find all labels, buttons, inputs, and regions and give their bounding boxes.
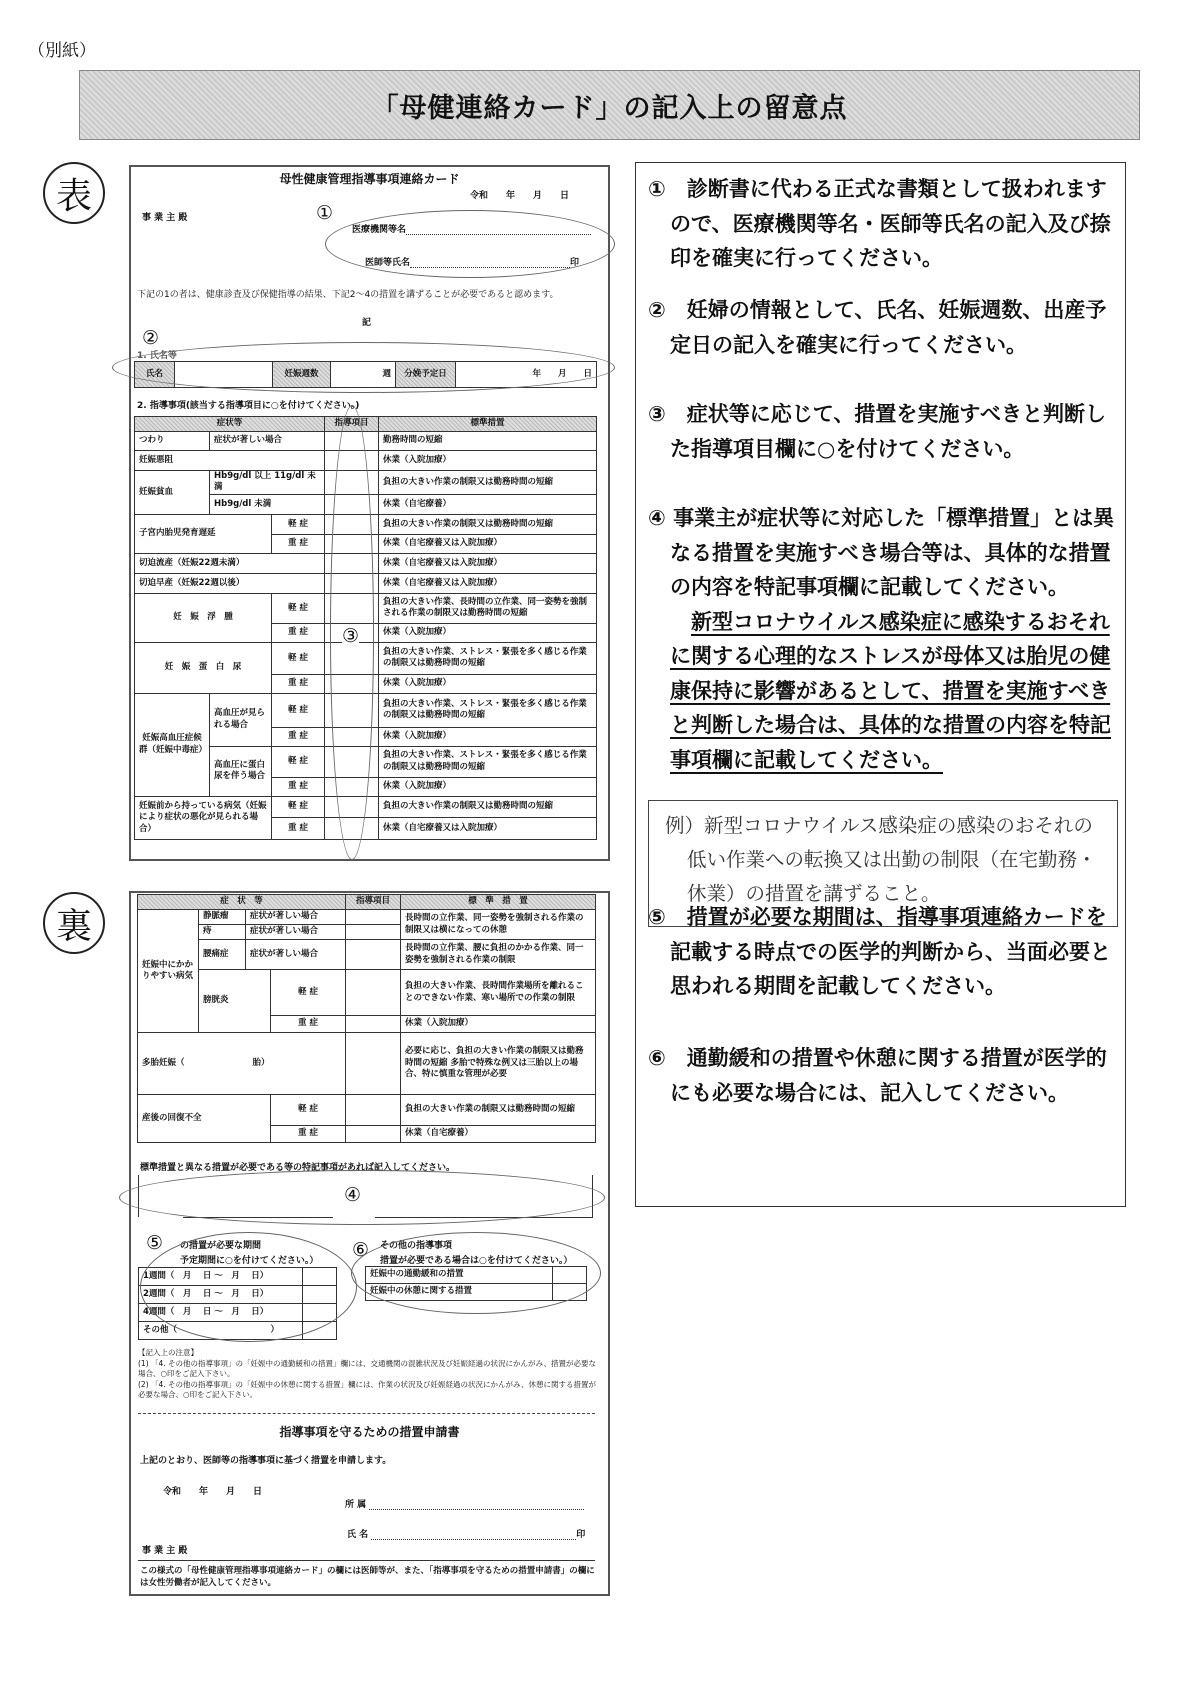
cell: 高血圧が見られる場合 [210, 693, 272, 746]
cell: 痔 [199, 925, 246, 940]
table-row [138, 1033, 596, 1095]
applicant-name-field[interactable] [347, 1527, 585, 1540]
cell: 静脈瘤 [199, 910, 246, 925]
cell: 休業（自宅療養又は入院加療） [379, 817, 597, 839]
annex-label: （別紙） [28, 41, 96, 61]
cell: 多胎妊娠（ 胎） [138, 1033, 346, 1095]
special-notes-label: 標準措置と異なる措置が必要である等の特記事項があれば記入してください。 [140, 1163, 456, 1173]
cell: 休業（入院加療） [379, 674, 597, 693]
cell: 負担の大きい作業の制限又は勤務時間の短縮 [379, 471, 597, 495]
cell: 休業（自宅療養） [379, 494, 597, 514]
header-standard: 標 準 措 置 [401, 895, 596, 910]
cell: 休業（入院加療） [379, 623, 597, 642]
application-title: 指導事項を守るための措置申請書 [279, 1425, 460, 1439]
cell: 軽 症 [271, 1095, 346, 1126]
seal-mark: 印 [570, 258, 580, 268]
cell: 子宮内胎児発育遅延 [135, 514, 272, 553]
marker-5: ⑤ [146, 1232, 164, 1254]
cell: 重 症 [271, 1126, 346, 1143]
highlight-ellipse-4 [119, 1170, 605, 1225]
cell: 切迫早産（妊娠22週以後） [135, 573, 325, 593]
card-title: 母性健康管理指導事項連絡カード [279, 172, 460, 186]
example-text: 例）新型コロナウイルス感染症の感染のおそれの低い作業への転換又は出勤の制限（在宅勤務・休業）の措置を講ずること。 [665, 814, 1097, 905]
cell: 休業（自宅療養又は入院加療） [379, 573, 597, 593]
cell: つわり [135, 432, 210, 451]
period-option: その他（ ） [139, 1322, 303, 1340]
cell: 軽 症 [272, 593, 325, 623]
cell: 休業（自宅療養又は入院加療） [379, 553, 597, 573]
table-row [135, 432, 597, 451]
cell: 軽 症 [272, 746, 325, 777]
cell: 長時間の立作業、同一姿勢を強制される作業の制限又は横になっての休憩 [401, 910, 596, 940]
check-cell[interactable] [346, 1095, 401, 1126]
cell: 休業（自宅療養） [401, 1126, 596, 1143]
cell: 妊娠貧血 [135, 471, 210, 515]
cell: 妊 娠 浮 腫 [135, 593, 272, 642]
header-symptoms: 症 状 等 [138, 895, 346, 910]
cell: 妊 娠 蛋 白 尿 [135, 642, 272, 693]
back-guidance-table [137, 894, 596, 1143]
check-cell[interactable] [346, 940, 401, 970]
cell: 症状が著しい場合 [210, 432, 325, 451]
check-cell[interactable] [346, 970, 401, 1016]
other-option: 妊娠中の休憩に関する措置 [366, 1284, 553, 1301]
applicant-name-label: 氏 名 [347, 1530, 369, 1540]
table-row [138, 970, 596, 1016]
weeks-header: 妊娠週数 [273, 362, 331, 388]
note-item: (1) 「4. その他の指導事項」の「妊娠中の通勤緩和の措置」欄には、交通機関の混雑状況及び妊娠経過の状況にかんがみ、措置が必要な場合、○印をご記入下さい。 [138, 1358, 596, 1378]
affiliation-field[interactable] [345, 1497, 584, 1510]
cell: Hb9g/dl 未満 [210, 494, 325, 514]
footer-note: この様式の「母性健康管理指導事項連絡カード」の欄には医師等が、また、「指導事項を守るための措置申請書」の欄には女性労働者が記入してください。 [140, 1566, 595, 1588]
check-cell[interactable] [346, 1016, 401, 1033]
front-side-label: 表 [43, 162, 105, 224]
cell: 妊娠前から持っている病気（妊娠により症状の悪化が見られる場合） [135, 796, 272, 839]
highlight-ellipse-1 [325, 210, 615, 278]
instruction-4-text: ④ 事業主が症状等に対応した「標準措置」とは異なる措置を実施すべき場合等は、具体的な措置の内容を特記事項欄に記載してください。 [648, 506, 1115, 599]
cell: 軽 症 [272, 693, 325, 727]
name-header: 氏名 [135, 362, 175, 388]
cell: 軽 症 [272, 642, 325, 674]
cell: 負担の大きい作業の制限又は勤務時間の短縮 [379, 796, 597, 817]
entry-notes [138, 1348, 598, 1401]
cell: 休業（入院加療） [379, 727, 597, 746]
other-option: 妊娠中の通勤緩和の措置 [366, 1267, 553, 1284]
cell: 負担の大きい作業、ストレス・緊張を多く感じる作業の制限又は勤務時間の短縮 [379, 642, 597, 674]
check-cell[interactable] [346, 910, 401, 925]
period-option: 1週間（ 月 日 ～ 月 日） [139, 1268, 303, 1286]
cell: 負担の大きい作業、ストレス・緊張を多く感じる作業の制限又は勤務時間の短縮 [379, 746, 597, 777]
check-cell[interactable] [346, 1033, 401, 1095]
page-title [79, 70, 1140, 140]
instruction-4 [648, 501, 1118, 777]
instruction-2: ② 妊婦の情報として、氏名、妊娠週数、出産予定日の記入を確実に行ってください。 [648, 298, 1107, 357]
cell: 妊娠中にかかりやすい病気 [138, 910, 199, 1033]
table-row [138, 1095, 596, 1126]
header-guidance: 指導項目 [346, 895, 401, 910]
highlight-ellipse-5 [140, 1232, 357, 1342]
cell: 重 症 [272, 727, 325, 746]
notes-title: 【記入上の注意】 [138, 1348, 198, 1357]
affiliation-label: 所 属 [345, 1500, 367, 1510]
marker-6: ⑥ [352, 1239, 370, 1261]
cell: 膀胱炎 [199, 970, 271, 1033]
cell: 重 症 [272, 817, 325, 839]
cell: 軽 症 [271, 970, 346, 1016]
due-date-input[interactable]: 年 月 日 [456, 362, 597, 388]
doctor-label: 医師等氏名 [365, 258, 411, 268]
cell: 負担の大きい作業の制限又は勤務時間の短縮 [379, 514, 597, 534]
employer-label: 事 業 主 殿 [142, 1546, 188, 1556]
cell: 妊娠悪阻 [135, 451, 325, 471]
instruction-3: ③ 症状等に応じて、措置を実施すべきと判断した指導項目欄に○を付けてください。 [648, 402, 1106, 461]
cell: 高血圧に蛋白尿を伴う場合 [210, 746, 272, 796]
page-title-text: 「母健連絡カード」の記入上の留意点 [371, 92, 848, 124]
cell: 負担の大きい作業、ストレス・緊張を多く感じる作業の制限又は勤務時間の短縮 [379, 693, 597, 727]
cell: Hb9g/dl 以上 11g/dl 未満 [210, 471, 325, 495]
instruction-6: ⑥ 通勤緩和の措置や休憩に関する措置が医学的にも必要な場合には、記入してください。 [648, 1046, 1107, 1105]
header-guidance: 指導項目 [325, 417, 379, 432]
seal-mark: 印 [576, 1530, 586, 1540]
cell: 症状が著しい場合 [246, 910, 346, 925]
back-side-label: 裏 [43, 892, 105, 954]
cell: 重 症 [272, 777, 325, 796]
institution-label: 医療機関等名 [352, 225, 407, 235]
cell: 負担の大きい作業の制限又は勤務時間の短縮 [401, 1095, 596, 1126]
table-row [138, 910, 596, 925]
cell: 休業（入院加療） [379, 451, 597, 471]
marker-2: ② [142, 327, 160, 349]
example-box [648, 800, 1118, 927]
highlight-ellipse-6 [351, 1232, 601, 1314]
cell: 腰痛症 [199, 940, 246, 970]
cell: 症状が著しい場合 [246, 925, 346, 940]
cell: 長時間の立作業、腰に負担のかかる作業、同一姿勢を強制される作業の制限 [401, 940, 596, 970]
period-subtitle: 予定期間に○を付けてください。） [180, 1256, 319, 1266]
due-date-header: 分娩予定日 [396, 362, 456, 388]
employer-label: 事 業 主 殿 [142, 213, 188, 223]
cell: 軽 症 [272, 514, 325, 534]
certification-statement: 下記の1の者は、健康診査及び保健指導の結果、下記2～4の措置を講ずることが必要であると認めます。 [137, 290, 559, 300]
cell: 重 症 [272, 534, 325, 553]
header-standard: 標準措置 [379, 417, 597, 432]
divider [138, 1413, 595, 1414]
check-cell[interactable] [346, 925, 401, 940]
instruction-4-covid: 新型コロナウイルス感染症に感染するおそれに関する心理的なストレスが母体又は胎児の健康保持に影響があるとして、措置を実施すべきと判断した場合は、具体的な措置の内容を特記事項欄に記載してください。 [670, 609, 1111, 772]
cell: 重 症 [271, 1016, 346, 1033]
header-symptoms: 症状等 [135, 417, 325, 432]
cell: 休業（入院加療） [401, 1016, 596, 1033]
section1-label: 1. 氏名等 [137, 351, 177, 361]
period-option: 2週間（ 月 日 ～ 月 日） [139, 1286, 303, 1304]
weeks-input[interactable]: 週 [331, 362, 396, 388]
divider [138, 1560, 595, 1561]
other-guidance-subtitle: 措置が必要である場合は○を付けてください。） [380, 1256, 573, 1266]
marker-4: ④ [344, 1184, 362, 1206]
cell: 休業（入院加療） [379, 777, 597, 796]
cell: 妊娠高血圧症候群（妊娠中毒症） [135, 693, 210, 796]
cell: 切迫流産（妊娠22週未満） [135, 553, 325, 573]
cell: 重 症 [272, 674, 325, 693]
cell: 勤務時間の短縮 [379, 432, 597, 451]
highlight-ellipse-2 [112, 342, 615, 393]
table-row [138, 940, 596, 970]
cell: 症状が著しい場合 [246, 940, 346, 970]
cell: 必要に応じ、負担の大きい作業の制限又は勤務時間の短縮 多胎で特殊な例又は三胎以上の場合、特に慎重な管理が必要 [401, 1033, 596, 1095]
cell: 負担の大きい作業、長時間の立作業、同一姿勢を強制される作業の制限又は勤務時間の短縮 [379, 593, 597, 623]
cell: 産後の回復不全 [138, 1095, 271, 1143]
note-item: (2) 「4. その他の指導事項」の「妊娠中の休憩に関する措置」欄には、作業の状況及び妊娠経過の状況にかんがみ、休憩に関する措置が必要な場合、○印をご記入下さい。 [138, 1379, 596, 1399]
instructions-panel [635, 162, 1126, 1207]
cell: 重 症 [272, 623, 325, 642]
cell: 負担の大きい作業、長時間作業場所を離れることのできない作業、寒い場所での作業の制限 [401, 970, 596, 1016]
section2-label: 2. 指導事項(該当する指導項目に○を付けてください。) [137, 401, 360, 411]
instruction-5: ⑤ 措置が必要な期間は、指導事項連絡カードを記載する時点での医学的判断から、当面必要と思われる期間を記載してください。 [648, 905, 1111, 998]
period-title: の措置が必要な期間 [180, 1241, 262, 1251]
marker-1: ① [316, 202, 334, 224]
other-guidance-title: その他の指導事項 [380, 1241, 453, 1251]
cell: 軽 症 [272, 796, 325, 817]
application-text: 上記のとおり、医師等の指導事項に基づく措置を申請します。 [140, 1456, 392, 1466]
application-date: 令和 年 月 日 [163, 1487, 263, 1497]
ki-label: 記 [362, 318, 372, 328]
check-cell[interactable] [346, 1126, 401, 1143]
marker-3: ③ [342, 625, 360, 647]
cell: 休業（自宅療養又は入院加療） [379, 534, 597, 553]
instruction-1: ① 診断書に代わる正式な書類として扱われますので、医療機関等名・医師等氏名の記入及び捺印を確実に行ってください。 [648, 177, 1111, 270]
card-date: 令和 年 月 日 [470, 191, 570, 201]
period-option: 4週間（ 月 日 ～ 月 日） [139, 1304, 303, 1322]
